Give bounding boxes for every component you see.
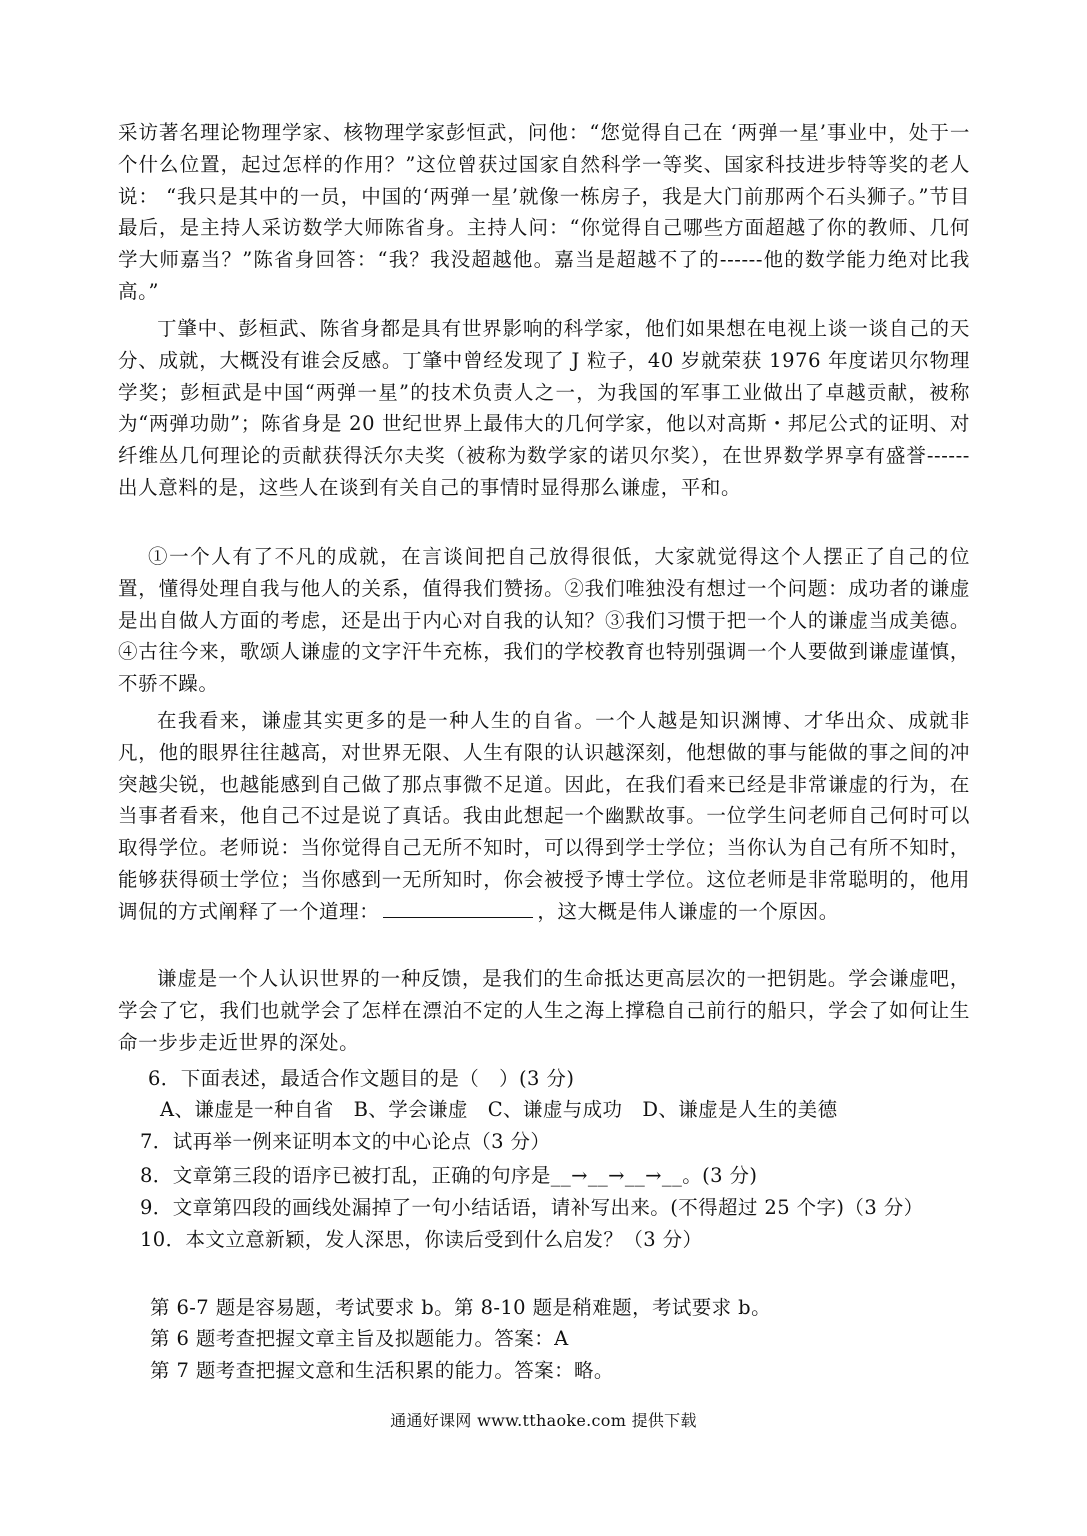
paragraph-self-reflection-tail: ，这大概是伟人谦虚的一个原因。 [537,899,839,923]
question-6: 6．下面表述，最适合作文题目的是（ ）(3 分) [148,1067,575,1090]
answer-question-6: 第 6 题考查把握文章主旨及拟题能力。答案：A [150,1327,569,1350]
paragraph-conclusion: 谦虚是一个人认识世界的一种反馈，是我们的生命抵达更高层次的一把钥匙。学会谦虚吧，学会了它，我们也就学会了怎样在漂泊不定的人生之海上撑稳自己前行的船只，学会了如何让生命一步步走近世界的深处。 [118,967,970,1054]
question-6-options: A、谦虚是一种自省 B、学会谦虚 C、谦虚与成功 D、谦虚是人生的美德 [160,1098,838,1121]
fill-in-blank-line [383,897,533,918]
paragraph-scientists: 丁肇中、彭桓武、陈省身都是具有世界影响的科学家，他们如果想在电视上谈一谈自己的天分、成就，大概没有谁会反感。丁肇中曾经发现了 J 粒子，40 岁就荣获 1976 年度诺贝尔物理学奖；彭桓武是中国“两弹一星”的技术负责人之一，为我国的军事工业做出了卓越贡献，被称为“两弹功勋”；陈省身是 20 世纪世界上最伟大的几何学家，他以对高斯・邦尼公式的证明、对纤维丛几何理论的贡献获得沃尔夫奖（被称为数学家的诺贝尔奖），在世界数学界享有盛誉------出人意料的是，这些人在谈到有关自己的事情时显得那么谦虚，平和。 [118,317,970,499]
paragraph-scrambled-sentences: ①一个人有了不凡的成就，在言谈间把自己放得很低，大家就觉得这个人摆正了自己的位置，懂得处理自我与他人的关系，值得我们赞扬。②我们唯独没有想过一个问题：成功者的谦虚是出自做人方面的考虑，还是出于内心对自我的认知？③我们习惯于把一个人的谦虚当成美德。④古往今来，歌颂人谦虚的文字汗牛充栋，我们的学校教育也特别强调一个人要做到谦虚谨慎，不骄不躁。 [118,545,970,696]
answer-question-7: 第 7 题考查把握文意和生活积累的能力。答案：略。 [150,1359,614,1382]
answer-difficulty-note: 第 6-7 题是容易题，考试要求 b。第 8-10 题是稍难题，考试要求 b。 [150,1296,771,1319]
question-10: 10．本文立意新颖，发人深思，你读后受到什么启发？（3 分） [140,1228,703,1251]
question-7: 7．试再举一例来证明本文的中心论点（3 分） [140,1130,551,1153]
paragraph-self-reflection [118,705,970,928]
question-8: 8．文章第三段的语序已被打乱，正确的句序是__→__→__→__。(3 分) [140,1164,758,1187]
paragraph-self-reflection-text: 在我看来，谦虚其实更多的是一种人生的自省。一个人越是知识渊博、才华出众、成就非凡，他的眼界往往越高，对世界无限、人生有限的认识越深刻，他想做的事与能做的事之间的冲突越尖锐，也越能感到自己做了那点事微不足道。因此，在我们看来已经是非常谦虚的行为，在当事者看来，他自己不过是说了真话。我由此想起一个幽默故事。一位学生问老师自己何时可以取得学位。老师说：当你觉得自己无所不知时，可以得到学士学位；当你认为自己有所不知时，能够获得硕士学位；当你感到一无所知时，你会被授予博士学位。这位老师是非常聪明的，他用调侃的方式阐释了一个道理： [118,709,970,923]
question-9: 9．文章第四段的画线处漏掉了一句小结话语，请补写出来。(不得超过 25 个字)（3 分） [140,1196,924,1219]
paragraph-interview: 采访著名理论物理学家、核物理学家彭恒武，问他：“您觉得自己在 ‘两弹一星’事业中，处于一个什么位置，起过怎样的作用？”这位曾获过国家自然科学一等奖、国家科技进步特等奖的老人说： “我只是其中的一员，中国的‘两弹一星’就像一栋房子，我是大门前那两个石头狮子。”节目最后，是主持人采访数学大师陈省身。主持人问：“你觉得自己哪些方面超越了你的教师、几何学大师嘉当？”陈省身回答：“我？我没超越他。嘉当是超越不了的------他的数学能力绝对比我高。” [118,121,970,303]
page-footer: 通通好课网 www.tthaoke.com 提供下载 [390,1411,697,1430]
